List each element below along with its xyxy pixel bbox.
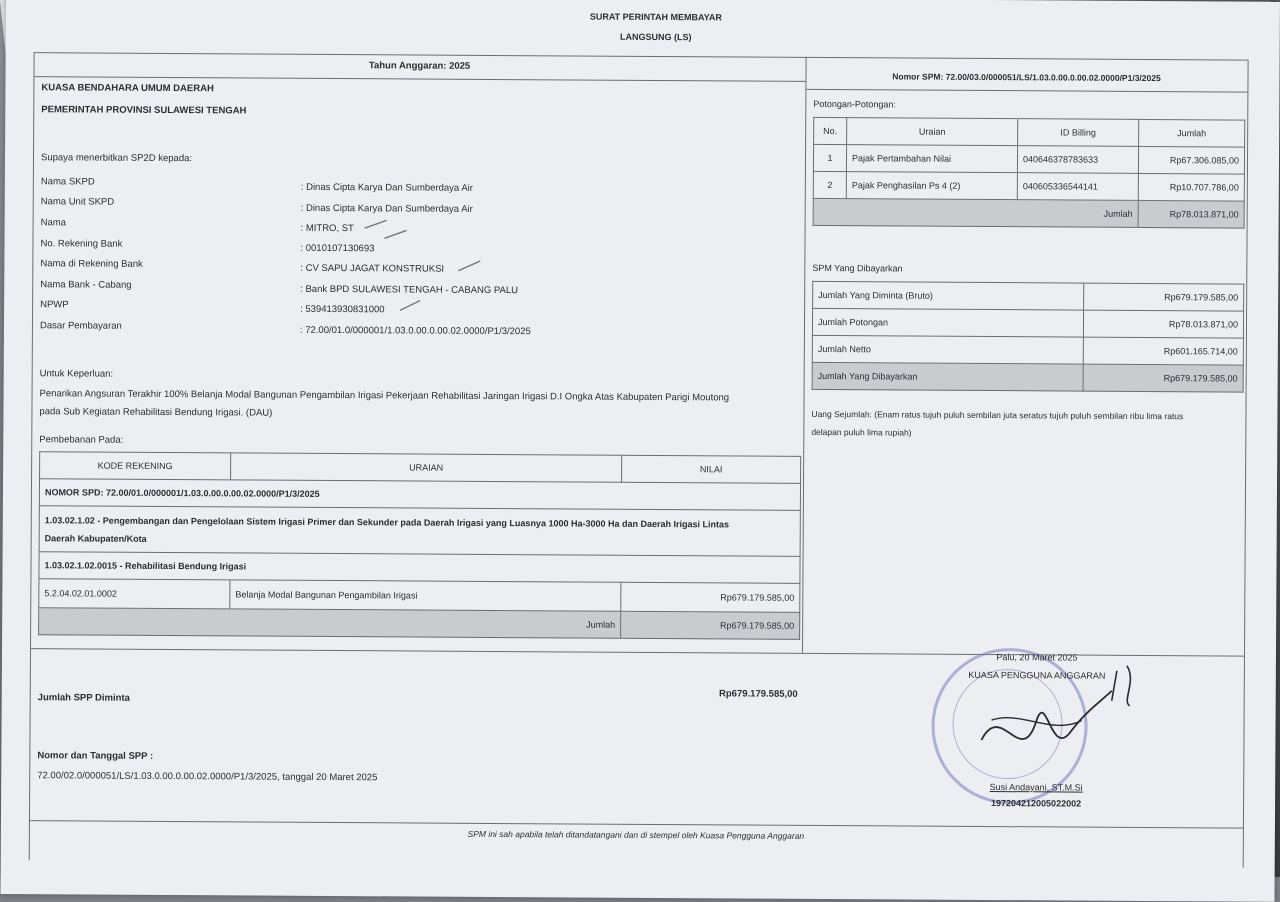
frame-left [29, 52, 35, 860]
ttd-role: KUASA PENGGUNA ANGGARAN [968, 669, 1106, 681]
spm-dibayarkan-total-value: Rp679.179.585,00 [1083, 364, 1243, 392]
ttd-place-date: Palu, 20 Maret 2025 [996, 652, 1078, 663]
potongan-row2-no: 2 [813, 171, 846, 198]
field-label-nama-rekening: Nama di Rekening Bank [40, 258, 143, 270]
nomor-spp-label: Nomor dan Tanggal SPP : [37, 750, 154, 762]
supaya-text: Supaya menerbitkan SP2D kepada: [40, 152, 193, 165]
pembebanan-header-kode: KODE REKENING [40, 452, 231, 480]
kuasa-line1: KUASA BENDAHARA UMUM DAERAH [41, 82, 214, 95]
signature [961, 660, 1152, 781]
nomor-spp-value: 72.00/02.0/000051/LS/1.03.0.00.0.00.02.0000/P1/3/2025, tanggal 20 Maret 2025 [37, 770, 378, 784]
potongan-jumlah-value: Rp78.013.871,00 [1138, 200, 1244, 228]
field-label-dasar: Dasar Pembayaran [39, 320, 122, 332]
field-value-nama-rekening: : CV SAPU JAGAT KONSTRUKSI [300, 262, 445, 275]
uang-sejumlah-line1: Uang Sejumlah: (Enam ratus tujuh puluh sembilan juta seratus tujuh puluh sembilan ribu lima ratus [811, 408, 1184, 422]
spm-dibayarkan-label: SPM Yang Dibayarkan [812, 262, 903, 274]
frame-header-sep-right [805, 89, 1247, 93]
potongan-header-uraian: Uraian [847, 118, 1018, 146]
ttd-nip: 197204212005022002 [990, 798, 1082, 809]
potongan-header-no: No. [814, 117, 847, 144]
program-line2: Daerah Kabupaten/Kota [44, 532, 147, 544]
spm-potongan-label: Jumlah Potongan [812, 308, 1083, 337]
program-line1: 1.03.02.1.02 - Pengembangan dan Pengelolaan Sistem Irigasi Primer dan Sekunder pada Daerah Irigasi yang Luasnya 1000 Ha-3000 Ha dan Daerah Irigasi Lintas [44, 514, 730, 529]
potongan-table [813, 117, 1246, 229]
potongan-row1-id: 040646378783633 [1017, 146, 1138, 174]
frame-middle [802, 57, 807, 653]
row-uraian: Belanja Modal Bangunan Pengambilan Irigasi [230, 580, 621, 611]
potongan-row1-uraian: Pajak Pertambahan Nilai [846, 145, 1017, 173]
frame-header-sep-left [33, 76, 805, 82]
potongan-row1-no: 1 [813, 144, 846, 171]
potongan-header-id: ID Billing [1018, 119, 1139, 147]
nomor-spd: NOMOR SPD: 72.00/01.0/000001/1.03.0.00.0.00.02.0000/P1/3/2025 [39, 479, 800, 511]
spp-value: Rp679.179.585,00 [719, 688, 798, 700]
spm-netto-label: Jumlah Netto [812, 335, 1083, 364]
pembebanan-table [38, 451, 801, 640]
potongan-row2-jumlah: Rp10.707.786,00 [1138, 173, 1244, 201]
keperluan-line1: Penarikan Angsuran Terakhir 100% Belanja Modal Bangunan Pengambilan Irigasi Pekerjaan Rehabilitasi Jaringan Irigasi D.I Ongka Atas Kabupaten Parigi Moutong [39, 388, 730, 404]
field-value-bank: : Bank BPD SULAWESI TENGAH - CABANG PALU [300, 283, 519, 297]
field-value-unit-skpd: : Dinas Cipta Karya Dan Sumberdaya Air [300, 202, 473, 215]
field-label-unit-skpd: Nama Unit SKPD [40, 196, 115, 208]
potongan-row2-id: 040605336544141 [1017, 173, 1138, 201]
spm-bruto-label: Jumlah Yang Diminta (Bruto) [813, 281, 1084, 310]
field-label-rekening: No. Rekening Bank [40, 238, 123, 250]
nomor-spm: Nomor SPM: 72.00/03.0/000051/LS/1.03.0.00.0.00.02.0000/P1/3/2025 [892, 71, 1161, 84]
spp-label: Jumlah SPP Diminta [37, 692, 130, 704]
field-label-npwp: NPWP [40, 299, 69, 311]
spm-dibayarkan-total-label: Jumlah Yang Dibayarkan [812, 362, 1083, 391]
row-kode: 5.2.04.02.01.0002 [39, 579, 230, 609]
field-value-skpd: : Dinas Cipta Karya Dan Sumberdaya Air [300, 181, 473, 194]
field-value-dasar: : 72.00/01.0/000001/1.03.0.00.0.00.02.0000/P1/3/2025 [299, 324, 531, 338]
potongan-header-jumlah: Jumlah [1139, 119, 1245, 147]
pembebanan-header-uraian: URAIAN [231, 453, 622, 482]
tahun-anggaran: Tahun Anggaran: 2025 [368, 60, 471, 72]
field-label-bank: Nama Bank - Cabang [40, 279, 132, 291]
field-value-rekening: : 0010107130693 [300, 242, 375, 255]
spm-potongan-value: Rp78.013.871,00 [1083, 310, 1243, 338]
check-marks [360, 218, 481, 319]
doc-title-line1: SURAT PERINTAH MEMBAYAR [589, 11, 722, 23]
potongan-row2-uraian: Pajak Penghasilan Ps 4 (2) [846, 172, 1017, 200]
field-value-npwp: : 539413930831000 [300, 303, 385, 316]
spm-dibayarkan-table [812, 281, 1245, 393]
program-row [39, 506, 800, 557]
field-label-skpd: Nama SKPD [40, 176, 95, 188]
pembebanan-jumlah-value: Rp679.179.585,00 [621, 611, 800, 639]
field-label-nama: Nama [40, 217, 66, 229]
potongan-label: Potongan-Potongan: [813, 98, 896, 110]
row-nilai: Rp679.179.585,00 [621, 582, 800, 612]
keperluan-label: Untuk Keperluan: [39, 368, 114, 380]
uang-sejumlah-line2: delapan puluh lima rupiah) [811, 426, 912, 438]
potongan-jumlah-label: Jumlah [813, 198, 1138, 227]
pembebanan-label: Pembebanan Pada: [39, 434, 124, 446]
field-value-nama: : MITRO, ST [300, 222, 354, 235]
doc-title-line2: LANGSUNG (LS) [619, 31, 692, 43]
pembebanan-header-nilai: NILAI [622, 455, 801, 483]
sub-kegiatan: 1.03.02.1.02.0015 - Rehabilitasi Bendung Irigasi [39, 552, 800, 584]
spm-netto-value: Rp601.165.714,00 [1083, 337, 1243, 365]
keperluan-line2: pada Sub Kegiatan Rehabilitasi Bendung Irigasi. (DAU) [39, 406, 273, 419]
ttd-name: Susi Andayani, ST.M.Si [989, 782, 1083, 793]
footer-note: SPM ini sah apabila telah ditandatangani dan di stempel oleh Kuasa Pengguna Anggaran [467, 828, 805, 841]
spm-bruto-value: Rp679.179.585,00 [1084, 283, 1244, 311]
potongan-row1-jumlah: Rp67.306.085,00 [1138, 146, 1244, 174]
pembebanan-jumlah-label: Jumlah [39, 608, 621, 639]
kuasa-line2: PEMERINTAH PROVINSI SULAWESI TENGAH [41, 104, 247, 117]
spm-document [1, 0, 1280, 902]
